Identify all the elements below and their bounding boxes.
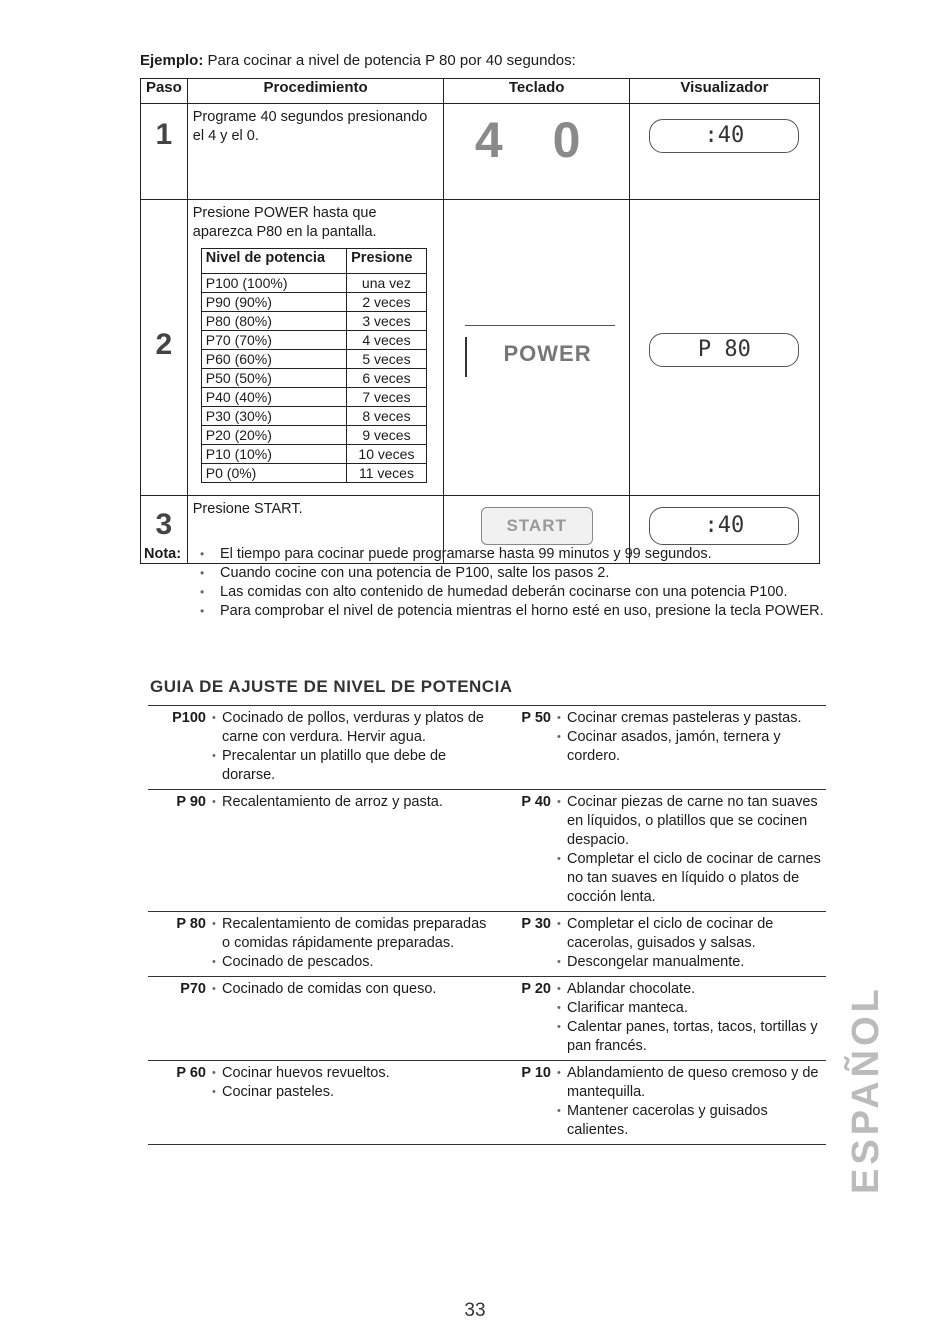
press-count: 2 veces <box>347 293 427 312</box>
press-count: 4 veces <box>347 331 427 350</box>
press-count: una vez <box>347 274 427 293</box>
guide-row <box>148 705 826 789</box>
list-item: • Para comprobar el nivel de potencia mientras el horno esté en uso, presione la tecla POWER. <box>196 602 834 621</box>
step-number: 3 <box>141 496 188 564</box>
start-key: START <box>481 507 593 545</box>
list-item: • Mantener cacerolas y guisados calientes. <box>557 1102 826 1140</box>
list-item: • Recalentamiento de arroz y pasta. <box>212 793 493 812</box>
list-item: • Cocinar piezas de carne no tan suaves en líquidos, o platillos que se cocinen despacio. <box>557 793 826 850</box>
press-count: 9 veces <box>347 426 427 445</box>
lcd-display <box>649 333 799 367</box>
guide-cell <box>148 977 493 1060</box>
list-item: • Cocinar asados, jamón, ternera y cordero. <box>557 728 826 766</box>
power-level-table <box>201 248 427 483</box>
guide-cell <box>148 912 493 976</box>
table-row <box>201 293 426 312</box>
press-count: 6 veces <box>347 369 427 388</box>
keypad-cell <box>444 104 629 200</box>
guide-items <box>212 709 493 785</box>
power-level: P60 (60%) <box>201 350 346 369</box>
list-item: • Calentar panes, tortas, tacos, tortillas y pan francés. <box>557 1018 826 1056</box>
guide-level: P 50 <box>521 710 551 726</box>
list-item: • Cuando cocine con una potencia de P100, salte los pasos 2. <box>196 564 834 583</box>
table-row <box>201 445 426 464</box>
guide-cell <box>148 706 493 789</box>
guide-items <box>557 980 826 1056</box>
guide-level: P 20 <box>521 981 551 997</box>
power-level: P80 (80%) <box>201 312 346 331</box>
guide-cell <box>493 706 826 789</box>
header-paso: Paso <box>141 79 188 104</box>
steps-header-row <box>141 79 820 104</box>
guide-level: P 80 <box>176 916 206 932</box>
guide-items <box>557 793 826 907</box>
notes <box>144 545 834 621</box>
guide-items <box>557 709 826 785</box>
table-row <box>201 274 426 293</box>
table-row <box>201 388 426 407</box>
table-row <box>201 350 426 369</box>
example-intro <box>140 52 576 69</box>
press-count: 7 veces <box>347 388 427 407</box>
list-item: • Ablandamiento de queso cremoso y de mantequilla. <box>557 1064 826 1102</box>
header-teclado: Teclado <box>444 79 629 104</box>
list-item: • Clarificar manteca. <box>557 999 826 1018</box>
guide-cell <box>148 790 493 911</box>
list-item: • Ablandar chocolate. <box>557 980 826 999</box>
power-table-header <box>201 249 426 274</box>
list-item: • Completar el ciclo de cocinar de cacerolas, guisados y salsas. <box>557 915 826 953</box>
power-level: P10 (10%) <box>201 445 346 464</box>
power-level: P20 (20%) <box>201 426 346 445</box>
list-item: • Cocinar cremas pasteleras y pastas. <box>557 709 826 728</box>
notes-list <box>144 545 834 621</box>
list-item: • Completar el ciclo de cocinar de carnes no tan suaves en líquido o platos de cocción lenta. <box>557 850 826 907</box>
guide-level: P 40 <box>521 794 551 810</box>
list-item: • Cocinado de comidas con queso. <box>212 980 493 999</box>
guide-cell <box>493 912 826 976</box>
language-side-label: ESPAÑOL <box>845 985 887 1195</box>
press-count: 5 veces <box>347 350 427 369</box>
guide-items <box>212 793 493 907</box>
list-item: • Cocinado de pollos, verduras y platos de carne con verdura. Hervir agua. <box>212 709 493 747</box>
power-level: P0 (0%) <box>201 464 346 483</box>
list-item: • Recalentamiento de comidas preparadas o comidas rápidamente preparadas. <box>212 915 493 953</box>
guide-title: GUIA DE AJUSTE DE NIVEL DE POTENCIA <box>150 677 513 696</box>
lcd-readout: :40 <box>704 513 745 538</box>
notes-label: Nota: <box>144 546 182 562</box>
header-visualizador: Visualizador <box>629 79 819 104</box>
step-procedure-text: Presione POWER hasta que aparezca P80 en la pantalla. <box>192 205 377 240</box>
list-item: • Cocinado de pescados. <box>212 953 493 972</box>
display-cell <box>629 104 819 200</box>
lcd-display <box>649 507 799 545</box>
guide-row <box>148 976 826 1060</box>
header-procedimiento: Procedimiento <box>187 79 444 104</box>
power-level: P70 (70%) <box>201 331 346 350</box>
power-level: P90 (90%) <box>201 293 346 312</box>
guide-row <box>148 789 826 911</box>
power-key-label: POWER <box>503 341 592 366</box>
step-number: 2 <box>141 200 188 496</box>
step-row-1 <box>141 104 820 200</box>
guide-items <box>557 915 826 972</box>
table-row <box>201 464 426 483</box>
guide-cell <box>148 1061 493 1144</box>
guide-cell <box>493 977 826 1060</box>
step-number: 1 <box>141 104 188 200</box>
guide-items <box>557 1064 826 1140</box>
power-header-level: Nivel de potencia <box>201 249 346 274</box>
keys-4-0: 4 0 <box>474 112 599 168</box>
press-count: 11 veces <box>347 464 427 483</box>
list-item: • El tiempo para cocinar puede programarse hasta 99 minutos y 99 segundos. <box>196 545 834 564</box>
display-cell <box>629 200 819 496</box>
list-item: • Cocinar huevos revueltos. <box>212 1064 493 1083</box>
table-row <box>201 426 426 445</box>
power-key <box>445 201 627 421</box>
table-row <box>201 312 426 331</box>
guide-row <box>148 1060 826 1145</box>
guide-level: P70 <box>180 981 206 997</box>
guide-items <box>212 915 493 972</box>
guide-cell <box>493 790 826 911</box>
table-row <box>201 407 426 426</box>
power-guide <box>148 705 826 1145</box>
table-row <box>201 331 426 350</box>
keypad-cell <box>444 200 629 496</box>
press-count: 3 veces <box>347 312 427 331</box>
guide-level: P 90 <box>176 794 206 810</box>
guide-items <box>212 1064 493 1140</box>
step-procedure: Programe 40 segundos presionando el 4 y el 0. <box>187 104 444 200</box>
step-row-2 <box>141 200 820 496</box>
list-item: • Cocinar pasteles. <box>212 1083 493 1102</box>
power-level: P30 (30%) <box>201 407 346 426</box>
guide-row <box>148 911 826 976</box>
lcd-display <box>649 119 799 153</box>
power-level: P50 (50%) <box>201 369 346 388</box>
lcd-readout: P 80 <box>697 337 751 362</box>
divider <box>465 337 467 377</box>
lcd-readout: :40 <box>704 123 745 148</box>
step-procedure: Presione START. <box>187 496 444 564</box>
list-item: • Precalentar un platillo que debe de dorarse. <box>212 747 493 785</box>
list-item: • Las comidas con alto contenido de humedad deberán cocinarse con una potencia P100. <box>196 583 834 602</box>
power-header-press: Presione <box>347 249 427 274</box>
press-count: 10 veces <box>347 445 427 464</box>
step-procedure <box>187 200 444 496</box>
power-level: P100 (100%) <box>201 274 346 293</box>
guide-items <box>212 980 493 1056</box>
guide-level: P100 <box>172 710 206 726</box>
guide-level: P 60 <box>176 1065 206 1081</box>
guide-level: P 10 <box>521 1065 551 1081</box>
list-item: • Descongelar manualmente. <box>557 953 826 972</box>
divider <box>465 325 615 326</box>
guide-cell <box>493 1061 826 1144</box>
steps-table <box>140 78 820 564</box>
table-row <box>201 369 426 388</box>
guide-level: P 30 <box>521 916 551 932</box>
press-count: 8 veces <box>347 407 427 426</box>
example-text: Para cocinar a nivel de potencia P 80 por 40 segundos: <box>207 52 576 69</box>
example-label: Ejemplo: <box>140 52 204 69</box>
page-number: 33 <box>464 1300 486 1321</box>
power-level: P40 (40%) <box>201 388 346 407</box>
